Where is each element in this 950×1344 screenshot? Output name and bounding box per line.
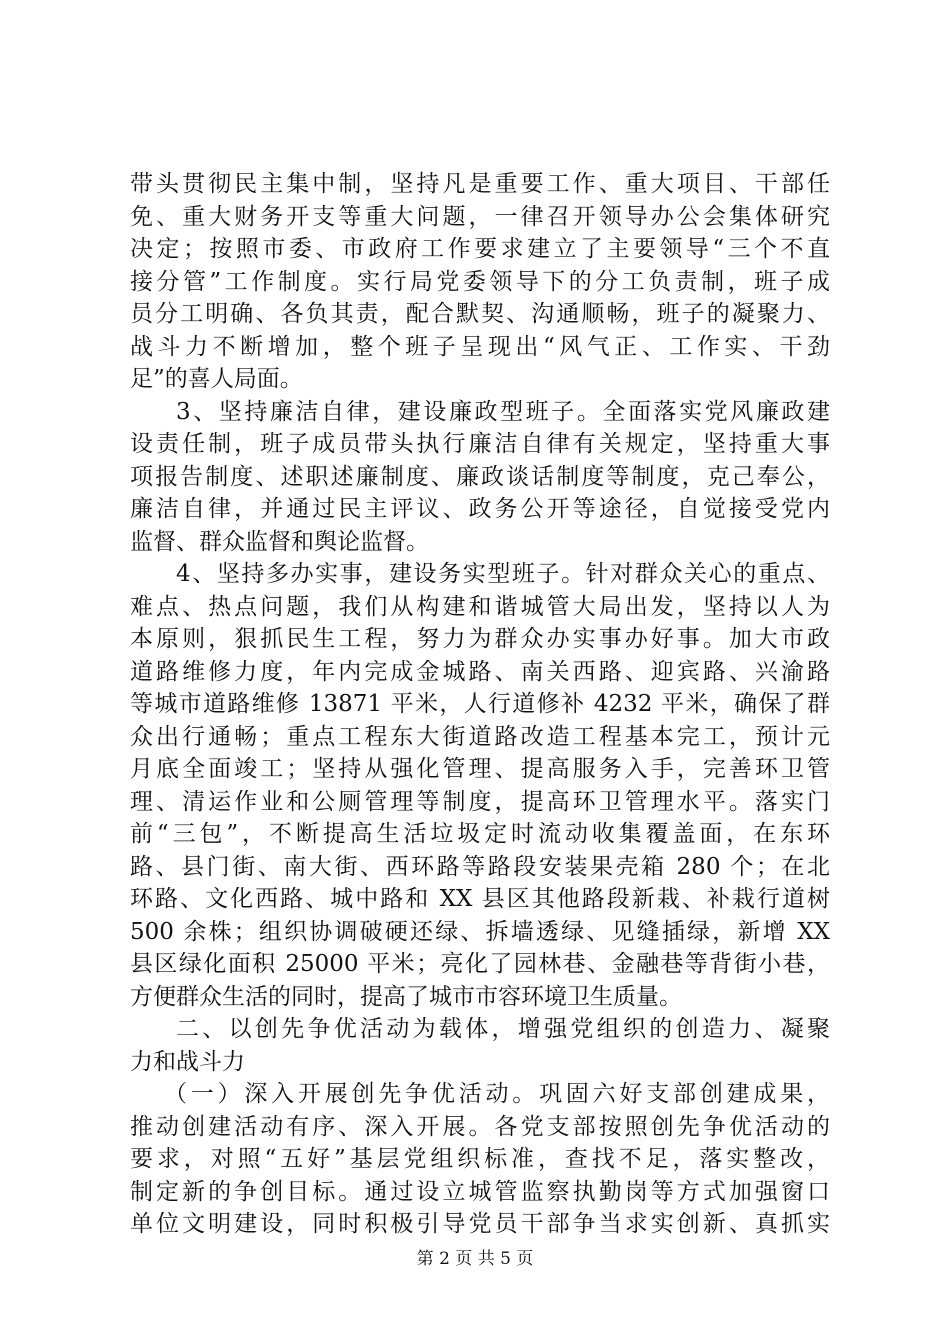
text-line: 众出行通畅；重点工程东大街道路改造工程基本完工，预计元 bbox=[130, 723, 830, 750]
text-line: 项报告制度、述职述廉制度、廉政谈话制度等制度，克己奉公， bbox=[130, 463, 830, 490]
text-line: 500 余株；组织协调破硬还绿、拆墙透绿、见缝插绿，新增 XX bbox=[130, 918, 830, 945]
subsection-heading-1: （一）深入开展创先争优活动。巩固六好支部创建成果， bbox=[164, 1081, 830, 1107]
text-line: 环路、文化西路、城中路和 XX 县区其他路段新栽、补栽行道树 bbox=[130, 886, 830, 912]
text-line: 方便群众生活的同时，提高了城市市容环境卫生质量。 bbox=[130, 983, 682, 1010]
text-line: 制定新的争创目标。通过设立城管监察执勤岗等方式加强窗口 bbox=[130, 1178, 830, 1205]
text-line: 接分管”工作制度。实行局党委领导下的分工负责制，班子成 bbox=[130, 268, 830, 295]
text-line: 难点、热点问题，我们从构建和谐城管大局出发，坚持以人为 bbox=[130, 593, 830, 620]
text-line: 决定；按照市委、市政府工作要求建立了主要领导“三个不直 bbox=[130, 236, 830, 262]
text-line: 县区绿化面积 25000 平米；亮化了园林巷、金融巷等背街小巷， bbox=[130, 951, 830, 977]
section-heading-2: 二、以创先争优活动为载体，增强党组织的创造力、凝聚 bbox=[176, 1016, 830, 1042]
text-line: 战斗力不断增加，整个班子呈现出“风气正、工作实、干劲 bbox=[130, 333, 830, 360]
text-line: 月底全面竣工；坚持从强化管理、提高服务入手，完善环卫管 bbox=[130, 756, 830, 782]
text-line: 道路维修力度，年内完成金城路、南关西路、迎宾路、兴渝路 bbox=[130, 658, 830, 685]
text-line: 要求，对照“五好”基层党组织标准，查找不足，落实整改， bbox=[130, 1146, 830, 1172]
text-line: 路、县门街、南大街、西环路等路段安装果壳箱 280 个；在北 bbox=[130, 853, 830, 880]
page-number-footer: 第 2 页 共 5 页 bbox=[416, 1249, 534, 1269]
text-line: 本原则，狠抓民生工程，努力为群众办实事办好事。加大市政 bbox=[130, 626, 830, 652]
document-body bbox=[130, 168, 830, 1241]
text-line: 廉洁自律，并通过民主评议、政务公开等途径，自觉接受党内 bbox=[130, 496, 830, 522]
text-line: 员分工明确、各负其责，配合默契、沟通顺畅，班子的凝聚力、 bbox=[130, 301, 830, 327]
text-line: 单位文明建设，同时积极引导党员干部争当求实创新、真抓实 bbox=[130, 1211, 830, 1237]
text-line: 设责任制，班子成员带头执行廉洁自律有关规定，坚持重大事 bbox=[130, 431, 830, 457]
text-line: 足”的喜人局面。 bbox=[130, 366, 303, 392]
text-line: 带头贯彻民主集中制，坚持凡是重要工作、重大项目、干部任 bbox=[130, 171, 830, 197]
text-line: 监督、群众监督和舆论监督。 bbox=[130, 528, 429, 555]
text-line: 免、重大财务开支等重大问题，一律召开领导办公会集体研究 bbox=[130, 203, 830, 230]
paragraph-heading-4: 4、坚持多办实事，建设务实型班子。针对群众关心的重点、 bbox=[176, 561, 830, 587]
text-line: 前“三包”，不断提高生活垃圾定时流动收集覆盖面，在东环 bbox=[130, 821, 830, 847]
section-heading-continued: 力和战斗力 bbox=[130, 1048, 245, 1075]
text-line: 等城市道路维修 13871 平米，人行道修补 4232 平米，确保了群 bbox=[130, 691, 830, 717]
paragraph-heading-3: 3、坚持廉洁自律，建设廉政型班子。全面落实党风廉政建 bbox=[176, 398, 830, 425]
text-line: 推动创建活动有序、深入开展。各党支部按照创先争优活动的 bbox=[130, 1113, 830, 1140]
text-line: 理、清运作业和公厕管理等制度，提高环卫管理水平。落实门 bbox=[130, 788, 830, 815]
